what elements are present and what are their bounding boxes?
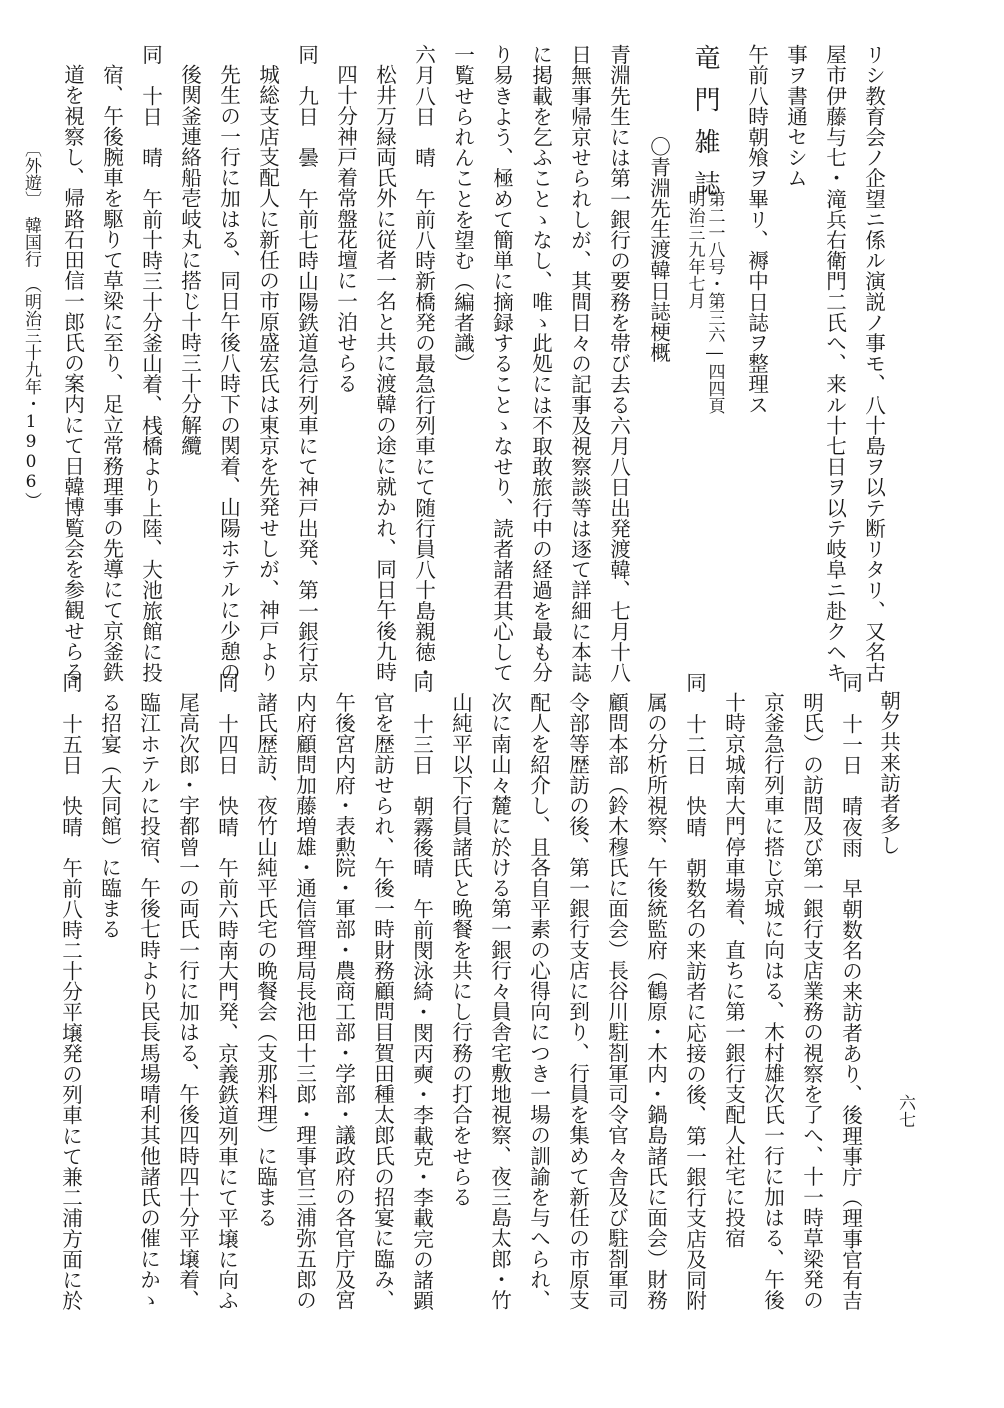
doc-issue-info: 第二一八号・第三六―四四頁 — [704, 190, 725, 414]
text-column: リシ教育会ノ企望ニ係ル演説ノ事モ、八十島ヲ以テ断リタリ、又名古 — [861, 44, 886, 683]
text-column: 同 九日 曇 午前七時山陽鉄道急行列車にて神戸出発、第一銀行京 — [294, 44, 319, 683]
text-column: 先生の一行に加はる、同日午後八時下の関着、山陽ホテルに少憩の — [216, 64, 241, 682]
text-column: 朝夕共来訪者多し — [876, 690, 901, 855]
text-column: 事ヲ書通セシム — [783, 44, 808, 189]
text-column: 内府顧問加藤増雄・通信管理局長池田十三郎・理事官三浦弥五郎の — [292, 692, 317, 1310]
text-column: 午前八時朝飧ヲ畢リ、褥中日誌ヲ整理ス — [744, 44, 769, 415]
text-column: 一覧せられんことを望む（編者識） — [450, 44, 475, 374]
text-column: り易きよう、極めて簡単に摘録することゝなせり、読者諸君其心して — [489, 44, 514, 683]
text-column: 次に南山々麓に於ける第一銀行々員舎宅敷地視察、夜三島太郎・竹 — [487, 692, 512, 1310]
text-column: 日無事帰京せられしが、其間日々の記事及視察談等は逐て詳細に本誌 — [567, 44, 592, 683]
text-column: に掲載を乞ふことゝなし、唯ゝ此処には不取敢旅行中の経過を最も分 — [528, 44, 553, 683]
text-column: 明氏）の訪問及び第一銀行支店業務の視察を了へ、十一時草梁発の — [799, 692, 824, 1310]
text-column: 同 十四日 快晴 午前六時南大門発、京義鉄道列車にて平壌に向ふ — [214, 672, 239, 1311]
text-column: 顧問本部（鈴木穆氏に面会）長谷川駐剳軍司令官々舎及び駐剳軍司 — [604, 692, 629, 1310]
text-column: 同 十一日 晴夜雨 早朝数名の来訪者あり、後理事庁（理事官有吉 — [838, 672, 863, 1311]
article-heading: 〇青淵先生渡韓日誌梗概 — [646, 136, 671, 363]
text-column: 配人を紹介し、且各自平素の心得向につき一場の訓諭を与へられ、 — [526, 692, 551, 1310]
text-column: 同 十三日 朝霧後晴 午前閔泳綺・閔丙奭・李載克・李載完の諸顕 — [409, 672, 434, 1311]
running-footer: 〔外遊〕 韓国行 （明治三十九年・1906） — [21, 140, 41, 509]
text-column: 屋市伊藤与七・滝兵右衛門二氏へ、来ル十七日ヲ以テ岐阜ニ赴クヘキ — [822, 44, 847, 683]
text-column: 四十分神戸着常盤花壇に一泊せらる — [333, 64, 358, 394]
text-column: 同 十日 晴 午前十時三十分釜山着、桟橋より上陸、大池旅館に投 — [138, 44, 163, 683]
text-column: 青淵先生には第一銀行の要務を帯び去る六月八日出発渡韓、七月十八 — [606, 44, 631, 683]
text-column: 同 十二日 快晴 朝数名の来訪者に応接の後、第一銀行支店及同附 — [682, 672, 707, 1311]
text-column: 城総支店支配人に新任の市原盛宏氏は東京を先発せしが、神戸より — [255, 64, 280, 682]
text-column: 属の分析所視察、午後統監府（鶴原・木内・鍋島諸氏に面会）財務 — [643, 692, 668, 1310]
text-column: 後関釜連絡船壱岐丸に搭じ十時三十分解纜 — [177, 64, 202, 456]
text-column: 官を歴訪せられ、午後一時財務顧問目賀田種太郎氏の招宴に臨み、 — [370, 692, 395, 1310]
text-column: 松井万緑両氏外に従者一名と共に渡韓の途に就かれ、同日午後九時 — [372, 64, 397, 682]
page-number: 六七 — [895, 1094, 915, 1128]
text-column: 午後宮内府・表勲院・軍部・農商工部・学部・議政府の各官庁及宮 — [331, 692, 356, 1310]
text-column: 六月八日 晴 午前八時新橋発の最急行列車にて随行員八十島親徳・ — [411, 44, 436, 683]
doc-title: 竜門雑誌 — [690, 44, 720, 212]
text-column: 十時京城南大門停車場着、直ちに第一銀行支配人社宅に投宿 — [721, 692, 746, 1249]
text-column: 同 十五日 快晴 午前八時二十分平壌発の列車にて兼二浦方面に於 — [58, 672, 83, 1311]
text-column: る招宴（大同館）に臨まる — [97, 692, 122, 940]
text-column: 令部等歴訪の後、第一銀行支店に到り、行員を集めて新任の市原支 — [565, 692, 590, 1310]
text-column: 臨江ホテルに投宿、午後七時より民長馬場晴利其他諸氏の催にかゝ — [136, 692, 161, 1310]
text-column: 道を視察し、帰路石田信一郎氏の案内にて日韓博覧会を参観せらる — [60, 64, 85, 682]
doc-issue-date: 明治三九年七月 — [684, 190, 705, 309]
text-column: 宿、午後腕車を駆りて草梁に至り、足立常務理事の先導にて京釜鉄 — [99, 64, 124, 682]
text-column: 山純平以下行員諸氏と晩餐を共にし行務の打合をせらる — [448, 692, 473, 1207]
text-column: 尾高次郎・宇都曾一の両氏一行に加はる、午後四時四十分平壌着、 — [175, 692, 200, 1310]
text-column: 諸氏歴訪、夜竹山純平氏宅の晩餐会（支那料理）に臨まる — [253, 692, 278, 1228]
text-column: 京釜急行列車に搭じ京城に向はる、木村雄次氏一行に加はる、午後 — [760, 692, 785, 1310]
